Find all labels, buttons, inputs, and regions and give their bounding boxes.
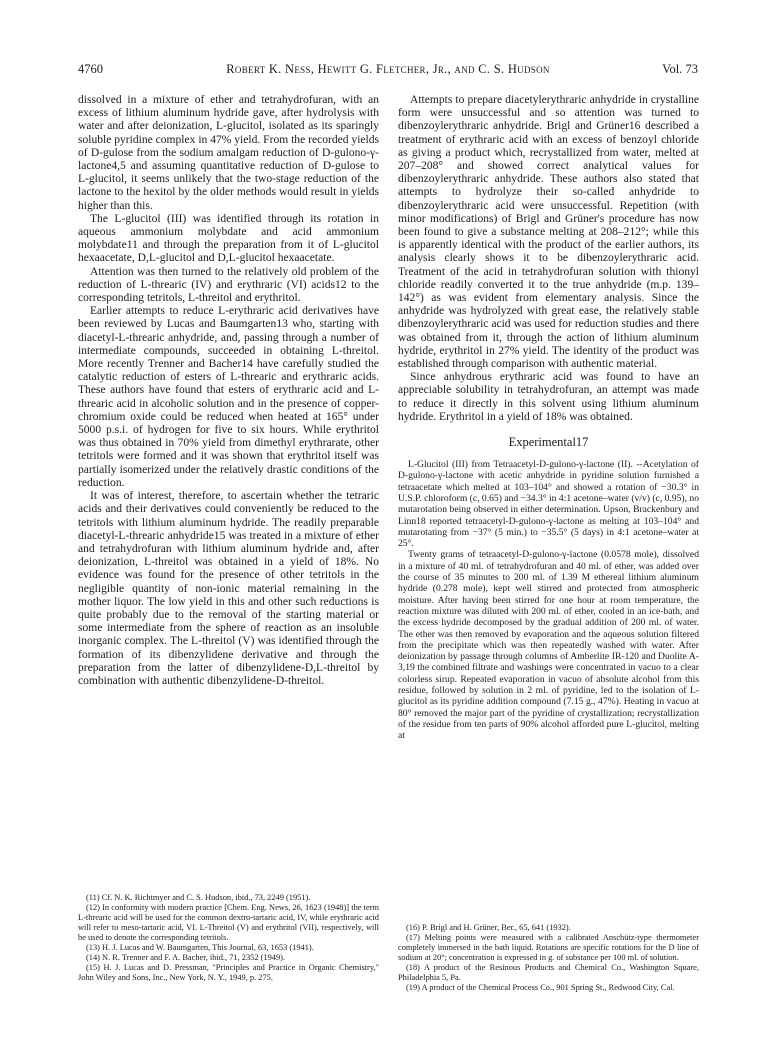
footnote: (16) P. Brigl and H. Grüner, Ber., 65, 641 (1932).	[406, 923, 571, 932]
body-paragraph: Attempts to prepare diacetylerythraric anhydride in crystalline form were unsuccessful and so attention was turned to dibenzoylerythraric anhydride. Brigl and Grüner16 described a treatment of erythraric acid with an excess of benzoyl chloride as giving a product which, recrystallized from water, melted at 207–208° and showed correct analytical values for dibenzoylerythraric anhydride. These authors also stated that attempts to hydrolyze their so-called anhydride to dibenzoylerythraric acid were unsuccessful. Repetition (with minor modifications) of Brigl and Grüner's procedure has now been found to give a substance melting at 208–212°; while this is apparently identical with the product of the earlier authors, its analysis clearly shows it to be dibenzoylerythraric acid. Treatment of the acid in tetrahydrofuran solution with thionyl chloride readily converted it to the true anhydride (m.p. 139–142°) as was evident from elementary analysis. Since the anhydride was hydrolyzed with great ease, the relatively stable dibenzoylerythraric acid was used for reduction studies and there was obtained from it, through the action of lithium aluminum hydride, erythritol in 27% yield. The identity of the product was established through comparison with authentic material.	[398, 94, 699, 371]
footnote: (19) A product of the Chemical Process Co., 901 Spring St., Redwood City, Cal.	[406, 983, 675, 992]
footnote: (14) N. R. Trenner and F. A. Bacher, ibid., 71, 2352 (1949).	[86, 953, 286, 962]
footnote: (12) In conformity with modern practice [Chem. Eng. News, 26, 1623 (1948)] the term L-threaric acid will be used for the common dextro-tartaric acid, IV, while erythraric acid will refer to meso-tartaric acid, VI. L-Threitol (V) and erythritol (VII), respectively, will be used to denote the corresponding tetritols.	[78, 903, 379, 942]
body-paragraph: Since anhydrous erythraric acid was found to have an appreciable solubility in tetrahydrofuran, an attempt was made to reduce it directly in this solvent using lithium aluminum hydride. Erythritol in a yield of 18% was obtained.	[398, 371, 699, 423]
volume-label: Vol. 73	[662, 62, 698, 76]
experimental-paragraph: Twenty grams of tetraacetyl-D-gulono-γ-lactone (0.0578 mole), dissolved in a mixture of 40 ml. of tetrahydrofuran and 40 ml. of ether, was added over the course of 35 minutes to 200 ml. of 1.39 M ethereal lithium aluminum hydride (0.278 mole), kept well stirred and protected from atmospheric moisture. After having been stirred for one hour at room temperature, the reaction mixture was diluted with 200 ml. of ether, cooled in an ice-bath, and the excess hydride decomposed by the gradual addition of 200 ml. of water. The ether was then removed by evaporation and the aqueous solution filtered from the precipitate which was then repeatedly washed with water. After deionization by passage through columns of Amberlite IR-120 and Duolite A-3,19 the combined filtrate and washings were concentrated in vacuo to a clear colorless sirup. Repeated evaporation in vacuo of absolute alcohol from this residue, followed by solution in 2 ml. of pyridine, led to the isolation of L-glucitol as its pyridine addition compound (7.15 g., 47%). Heating in vacuo at 80° removed the major part of the pyridine of crystallization; recrystallization of the residue from ten parts of 90% alcohol afforded pure L-glucitol, melting at	[398, 549, 699, 742]
right-footnotes	[398, 923, 699, 993]
body-paragraph: It was of interest, therefore, to ascertain whether the tetraric acids and their derivatives could conveniently be reduced to the tetritols with lithium aluminum hydride. The readily preparable diacetyl-L-threaric anhydride15 was treated in a mixture of ether and tetrahydrofuran with lithium aluminum hydride and, after deionization, L-threitol was obtained in a yield of 18%. No evidence was found for the presence of other tetritols in the negligible quantity of non-ionic material remaining in the mother liquor. The low yield in this and other such reductions is quite probably due to the removal of the starting material or some intermediate from the sphere of reaction as an insoluble inorganic complex. The L-threitol (V) was identified through the formation of its dibenzylidene derivative and through the preparation from the latter of dibenzylidene-D,L-threitol by combination with authentic dibenzylidene-D-threitol.	[78, 490, 379, 687]
experimental-heading: Experimental17	[508, 435, 589, 450]
left-footnotes	[78, 893, 379, 983]
running-authors: Robert K. Ness, Hewitt G. Fletcher, Jr., and C. S. Hudson	[226, 62, 550, 76]
body-paragraph: dissolved in a mixture of ether and tetrahydrofuran, with an excess of lithium aluminum hydride gave, after hydrolysis with water and after deionization, L-glucitol, isolated as its sparingly soluble pyridine complex in 47% yield. From the recorded yields of D-gulose from the sodium amalgam reduction of D-gulono-γ-lactone4,5 and assuming quantitative reduction of D-gulose to L-glucitol, it seems unlikely that the two-stage reduction of the lactone to the hexitol by the older methods would result in yields higher than this.	[78, 94, 379, 212]
running-header	[78, 62, 698, 78]
right-column	[398, 94, 699, 742]
body-paragraph: The L-glucitol (III) was identified through its rotation in aqueous ammonium molybdate and acid ammonium molybdate11 and through the preparation from it of L-glucitol hexaacetate, D,L-glucitol and D,L-glucitol hexaacetate.	[78, 212, 379, 265]
experimental-paragraph: L-Glucitol (III) from Tetraacetyl-D-gulono-γ-lactone (II). --Acetylation of D-gulono-γ-lactone with acetic anhydride in pyridine solution furnished a tetraacetate which melted at 103–104° and showed a rotation of −30.3° in U.S.P. chloroform (c, 0.65) and −34.3° in 4:1 acetone–water (v/v) (c, 0.95), no mutarotation being observed in either determination. Upson, Brackenbury and Linn18 reported tetraacetyl-D-gulono-γ-lactone as melting at 103–104° and mutarotating from −37° (5 min.) to −35.5° (5 days) in 4:1 acetone–water at 25°.	[398, 459, 699, 550]
footnote: (18) A product of the Resinous Products and Chemical Co., Washington Square, Philadelphia 5, Pa.	[398, 963, 699, 982]
body-paragraph: Earlier attempts to reduce L-erythraric acid derivatives have been reviewed by Lucas and Baumgarten13 who, starting with diacetyl-L-threaric anhydride, and, passing through a number of intermediate compounds, succeeded in obtaining L-threitol. More recently Trenner and Bacher14 have carefully studied the catalytic reduction of esters of L-threaric and erythraric acids. These authors have found that esters of erythraric acid and L-threaric acid in alcoholic solution and in the presence of copper-chromium oxide could be reduced when heated at 165° under 5000 p.s.i. of hydrogen for five to six hours. While erythritol was thus obtained in 70% yield from dimethyl erythrarate, other tetritols were formed and it was shown that erythritol itself was partially isomerized under the relatively drastic conditions of the reduction.	[78, 305, 379, 489]
page-number: 4760	[78, 62, 103, 76]
footnote: (17) Melting points were measured with a calibrated Anschütz-type thermometer completely immersed in the bath liquid. Rotations are specific rotations for the D line of sodium at 20°; concentration is expressed in g. of substance per 100 ml. of solution.	[398, 933, 699, 962]
footnote: (15) H. J. Lucas and D. Pressman, "Principles and Practice in Organic Chemistry," John Wiley and Sons, Inc., New York, N. Y., 1949, p. 275.	[78, 963, 379, 982]
footnote: (11) Cf. N. K. Richtmyer and C. S. Hudson, ibid., 73, 2249 (1951).	[86, 893, 311, 902]
body-paragraph: Attention was then turned to the relatively old problem of the reduction of L-threaric (IV) and erythraric (VI) acids12 to the corresponding tetritols, L-threitol and erythritol.	[78, 265, 379, 305]
footnote: (13) H. J. Lucas and W. Baumgarten, This Journal, 63, 1653 (1941).	[86, 943, 314, 952]
left-column	[78, 94, 379, 688]
